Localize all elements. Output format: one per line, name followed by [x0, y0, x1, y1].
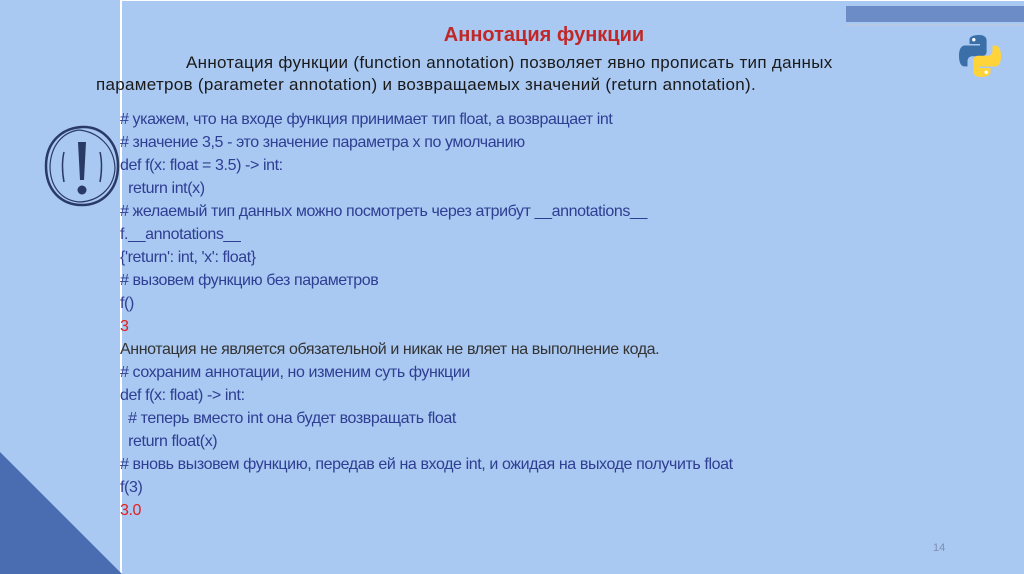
top-accent-bar: [846, 6, 1024, 22]
intro-line-1: Аннотация функции (function annotation) позволяет явно прописать тип данных: [186, 53, 833, 72]
code-line: # вновь вызовем функцию, передав ей на входе int, и ожидая на выходе получить float: [120, 456, 733, 473]
python-logo-icon: [956, 32, 1004, 80]
code-line: return int(x): [120, 180, 205, 197]
code-line: {'return': int, 'x': float}: [120, 249, 256, 266]
code-line: f(): [120, 295, 134, 312]
code-line: # значение 3,5 - это значение параметра x по умолчанию: [120, 134, 525, 151]
code-line: # укажем, что на входе функция принимает тип float, а возвращает int: [120, 111, 613, 128]
code-line: # сохраним аннотации, но изменим суть функции: [120, 364, 470, 381]
page-number: 14: [933, 542, 946, 554]
code-output: 3: [120, 318, 129, 335]
code-line: def f(x: float = 3.5) -> int:: [120, 157, 283, 174]
code-line: f(3): [120, 479, 143, 496]
code-line: def f(x: float) -> int:: [120, 387, 245, 404]
intro-line-2: параметров (parameter annotation) и возвращаемых значений (return annotation).: [96, 75, 756, 94]
slide-title: Аннотация функции: [443, 24, 645, 46]
code-line: # желаемый тип данных можно посмотреть через атрибут __annotations__: [120, 203, 647, 220]
code-line: return float(x): [120, 433, 218, 450]
exclamation-warning-icon: [42, 124, 122, 208]
intro-text: [96, 52, 986, 100]
code-block: [120, 108, 1000, 522]
code-line: f.__annotations__: [120, 226, 241, 243]
note-text: Аннотация не является обязательной и никак не вляет на выполнение кода.: [120, 341, 660, 358]
code-output: 3.0: [120, 502, 142, 519]
code-line: # вызовем функцию без параметров: [120, 272, 379, 289]
frame-top-line: [120, 0, 1024, 1]
corner-triangle: [0, 452, 122, 574]
code-line: # теперь вместо int она будет возвращать float: [120, 410, 456, 427]
